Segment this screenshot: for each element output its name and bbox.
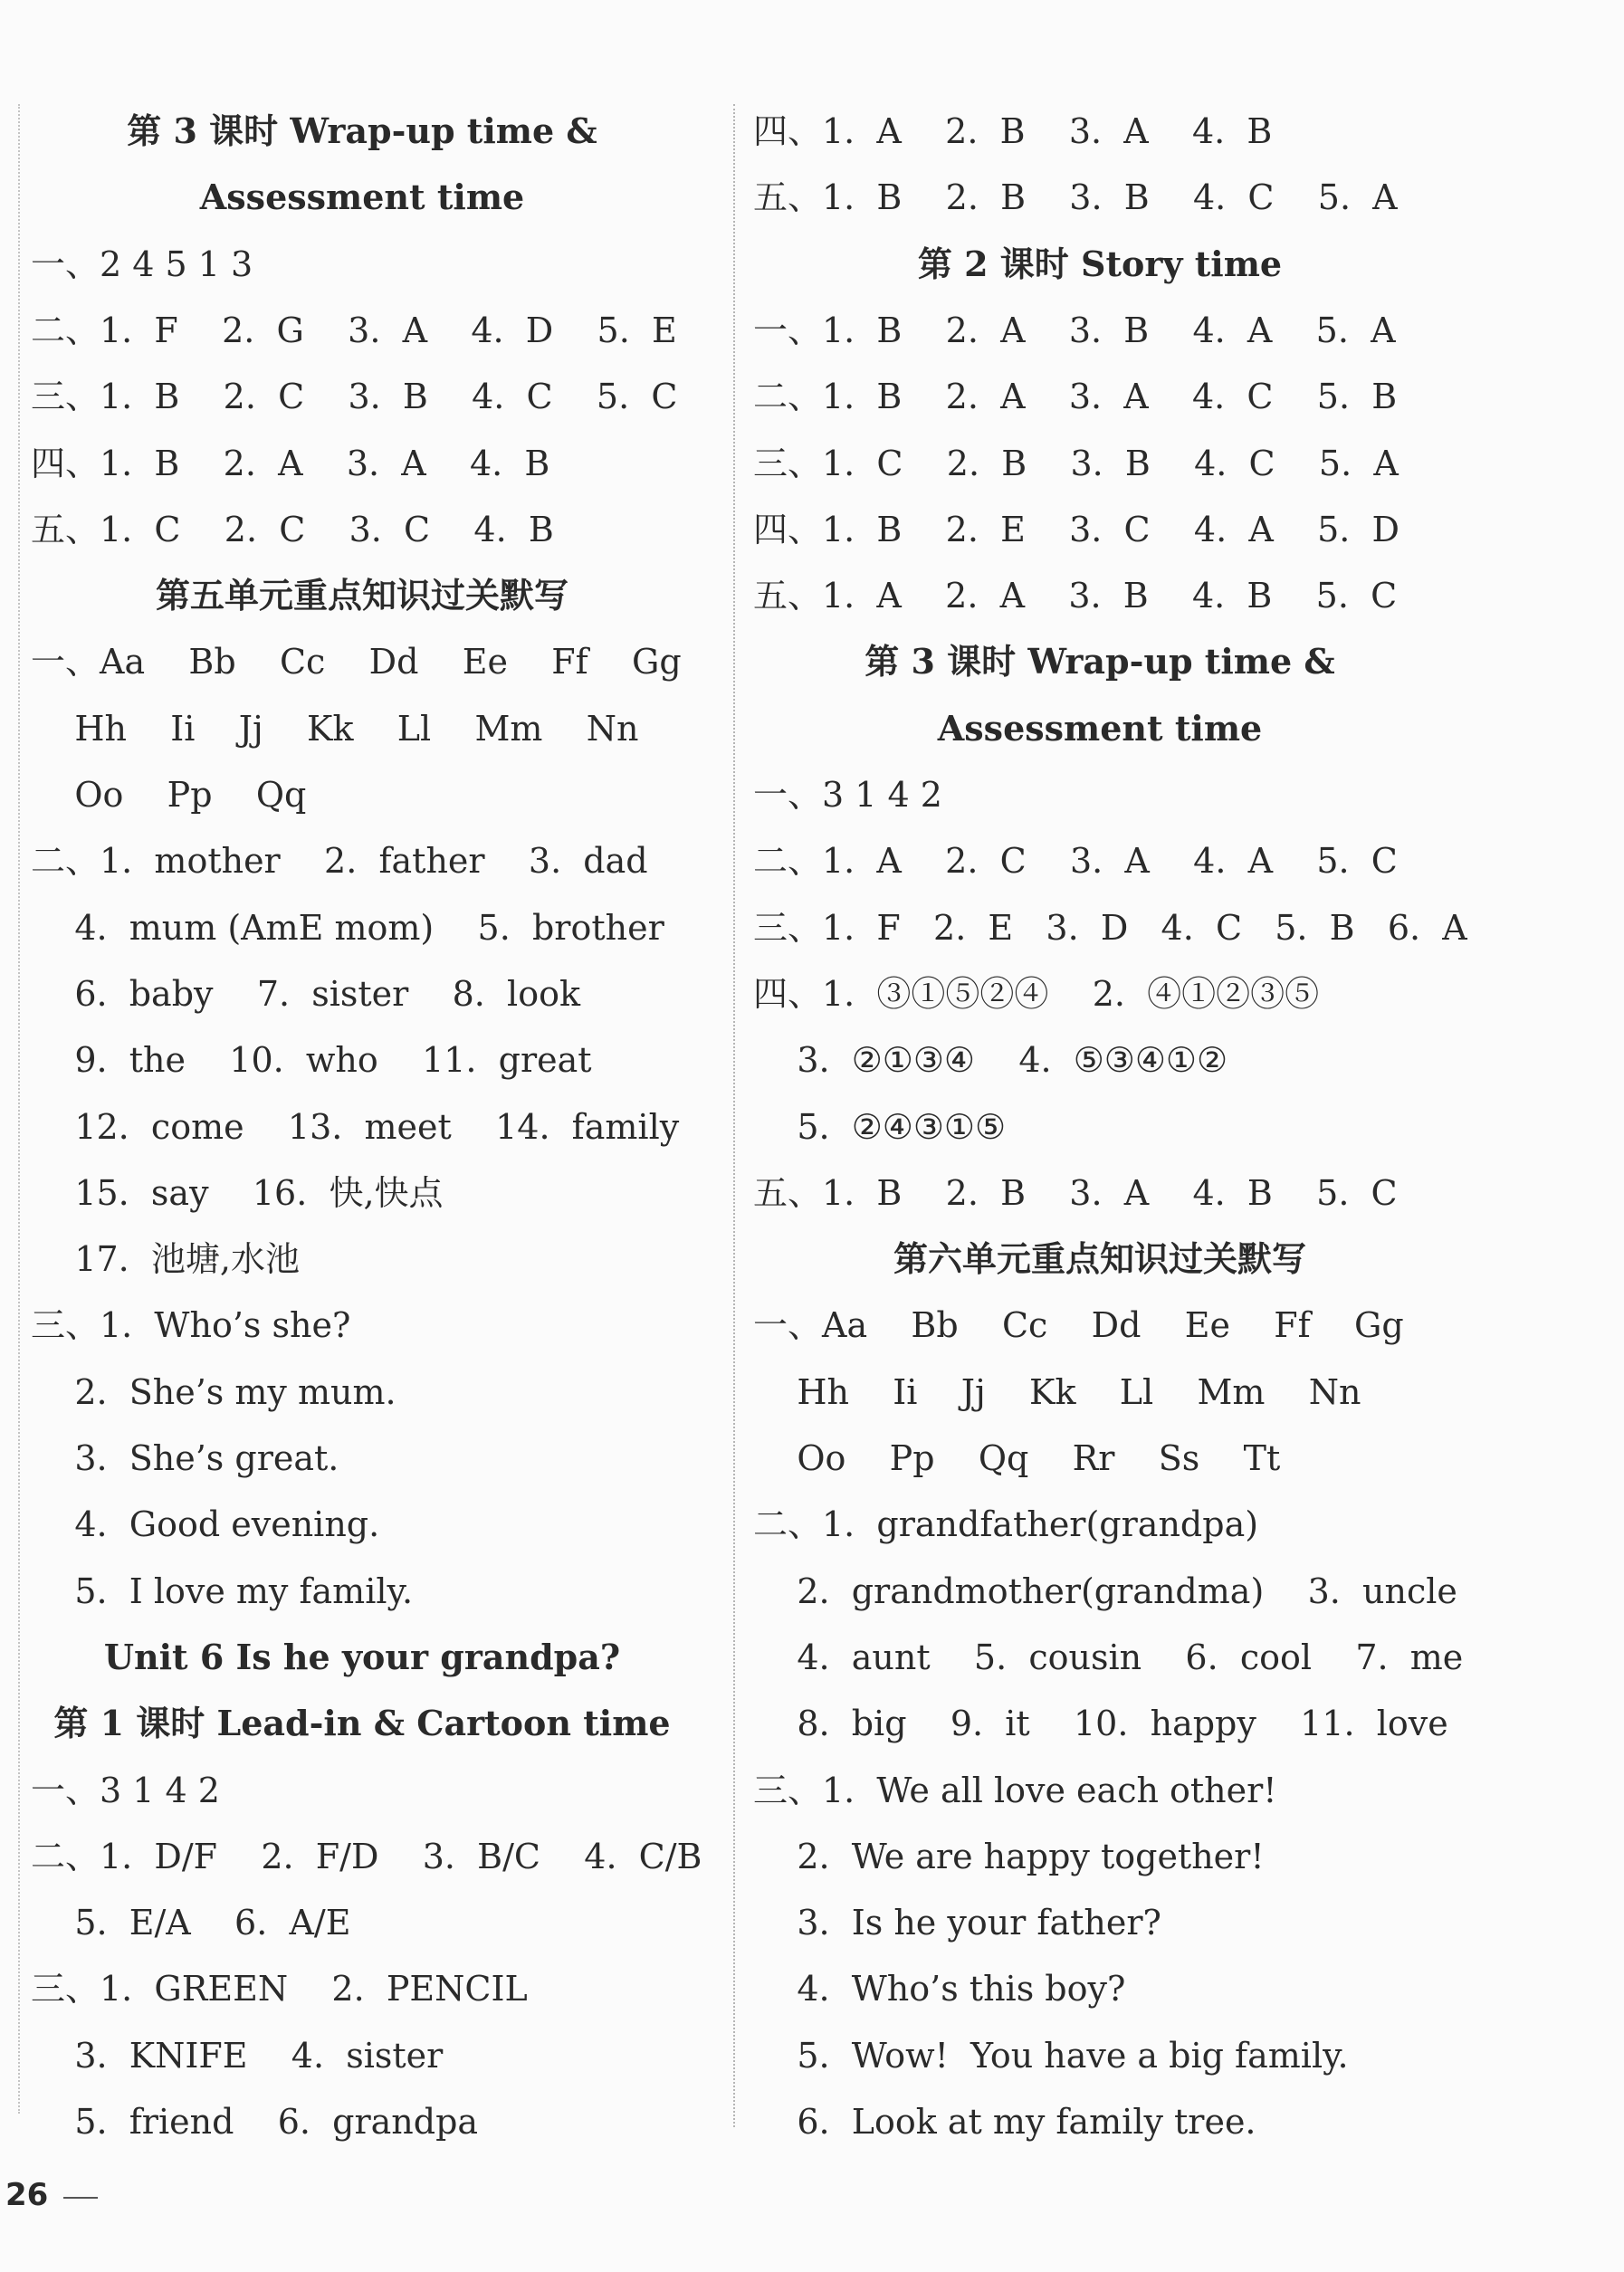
page-number-dash [63, 2197, 98, 2199]
answer-line: 3. ②①③④ 4. ⑤③④①② [753, 1040, 1228, 1081]
answer-line: 2. We are happy together! [753, 1836, 1265, 1876]
answer-line: 4. Good evening. [31, 1504, 380, 1545]
answer-line: 15. say 16. 快,快点 [31, 1172, 444, 1213]
answer-line: 5. E/A 6. A/E [31, 1903, 351, 1943]
answer-line: 12. come 13. meet 14. family [31, 1106, 680, 1147]
answer-line: 4. aunt 5. cousin 6. cool 7. me [753, 1637, 1464, 1677]
answer-line: 8. big 9. it 10. happy 11. love [753, 1704, 1448, 1744]
section-heading: Unit 6 Is he your grandpa? [103, 1636, 621, 1677]
section-heading: 第 3 课时 Wrap-up time & [127, 110, 597, 151]
answer-line: 3. She’s great. [31, 1438, 339, 1478]
answer-line: 四、1. B 2. E 3. C 4. A 5. D [753, 509, 1400, 549]
answer-line: 一、3 1 4 2 [753, 775, 942, 815]
section-heading: 第 3 课时 Wrap-up time & [865, 641, 1335, 683]
answer-line: 二、1. B 2. A 3. A 4. C 5. B [753, 377, 1398, 417]
answer-line: 四、1. A 2. B 3. A 4. B [753, 111, 1273, 151]
section-heading: 第六单元重点知识过关默写 [893, 1238, 1306, 1280]
answer-line: 3. KNIFE 4. sister [31, 2035, 444, 2076]
answer-line: 5. I love my family. [31, 1570, 414, 1611]
answer-line: 二、1. D/F 2. F/D 3. B/C 4. C/B [31, 1836, 702, 1876]
answer-line: 一、Aa Bb Cc Dd Ee Ff Gg [753, 1305, 1404, 1346]
answer-line: 2. She’s my mum. [31, 1371, 396, 1412]
answer-line: Oo Pp Qq Rr Ss Tt [753, 1438, 1281, 1478]
answer-line: 9. the 10. who 11. great [31, 1040, 592, 1081]
answer-line: 五、1. B 2. B 3. A 4. B 5. C [753, 1172, 1398, 1213]
answer-line: Hh Ii Jj Kk Ll Mm Nn [753, 1371, 1361, 1412]
answer-line: 二、1. A 2. C 3. A 4. A 5. C [753, 841, 1398, 882]
answer-line: 一、1. B 2. A 3. B 4. A 5. A [753, 310, 1396, 350]
section-heading: 第 2 课时 Story time [917, 243, 1283, 284]
answer-line: 17. 池塘,水池 [31, 1239, 300, 1280]
answer-line: 5. friend 6. grandpa [31, 2102, 479, 2142]
section-heading: Assessment time [937, 707, 1263, 749]
column-divider [733, 104, 735, 2127]
answer-line: 五、1. A 2. A 3. B 4. B 5. C [753, 576, 1398, 616]
answer-line: 2. grandmother(grandma) 3. uncle [753, 1570, 1457, 1611]
answer-line: 五、1. C 2. C 3. C 4. B [31, 509, 554, 549]
answer-line: 一、3 1 4 2 [31, 1770, 220, 1810]
answer-line: 三、1. Who’s she? [31, 1305, 351, 1346]
answer-line: 4. Who’s this boy? [753, 1969, 1126, 2009]
section-heading: Assessment time [199, 177, 525, 218]
answer-line: 三、1. F 2. E 3. D 4. C 5. B 6. A [753, 907, 1467, 948]
section-heading: 第五单元重点知识过关默写 [155, 575, 568, 616]
left-edge-rule [18, 104, 20, 2114]
answer-line: 6. Look at my family tree. [753, 2102, 1256, 2142]
answer-line: 二、1. mother 2. father 3. dad [31, 841, 648, 882]
answer-line: 二、1. F 2. G 3. A 4. D 5. E [31, 310, 677, 350]
answer-line: 3. Is he your father? [753, 1903, 1161, 1943]
answer-line: 二、1. grandfather(grandpa) [753, 1504, 1259, 1545]
answer-line: Oo Pp Qq [31, 775, 307, 815]
answer-line: 四、1. ③①⑤②④ 2. ④①②③⑤ [753, 973, 1320, 1014]
section-heading: 第 1 课时 Lead-in & Cartoon time [53, 1703, 671, 1744]
answer-line: 三、1. B 2. C 3. B 4. C 5. C [31, 377, 678, 417]
answer-line: 5. Wow! You have a big family. [753, 2035, 1349, 2076]
answer-line: 三、1. GREEN 2. PENCIL [31, 1969, 528, 2009]
answer-line: 4. mum (AmE mom) 5. brother [31, 907, 664, 948]
answer-line: 三、1. C 2. B 3. B 4. C 5. A [753, 443, 1399, 483]
answer-line: 5. ②④③①⑤ [753, 1106, 1007, 1147]
answer-line: 一、2 4 5 1 3 [31, 243, 253, 284]
answer-line: 一、Aa Bb Cc Dd Ee Ff Gg [31, 642, 682, 683]
answer-line: 四、1. B 2. A 3. A 4. B [31, 443, 550, 483]
answer-line: Hh Ii Jj Kk Ll Mm Nn [31, 708, 639, 749]
answer-line: 五、1. B 2. B 3. B 4. C 5. A [753, 177, 1398, 218]
answer-line: 6. baby 7. sister 8. look [31, 973, 580, 1014]
page-number: 26 [5, 2177, 49, 2213]
answer-line: 三、1. We all love each other! [753, 1770, 1277, 1810]
